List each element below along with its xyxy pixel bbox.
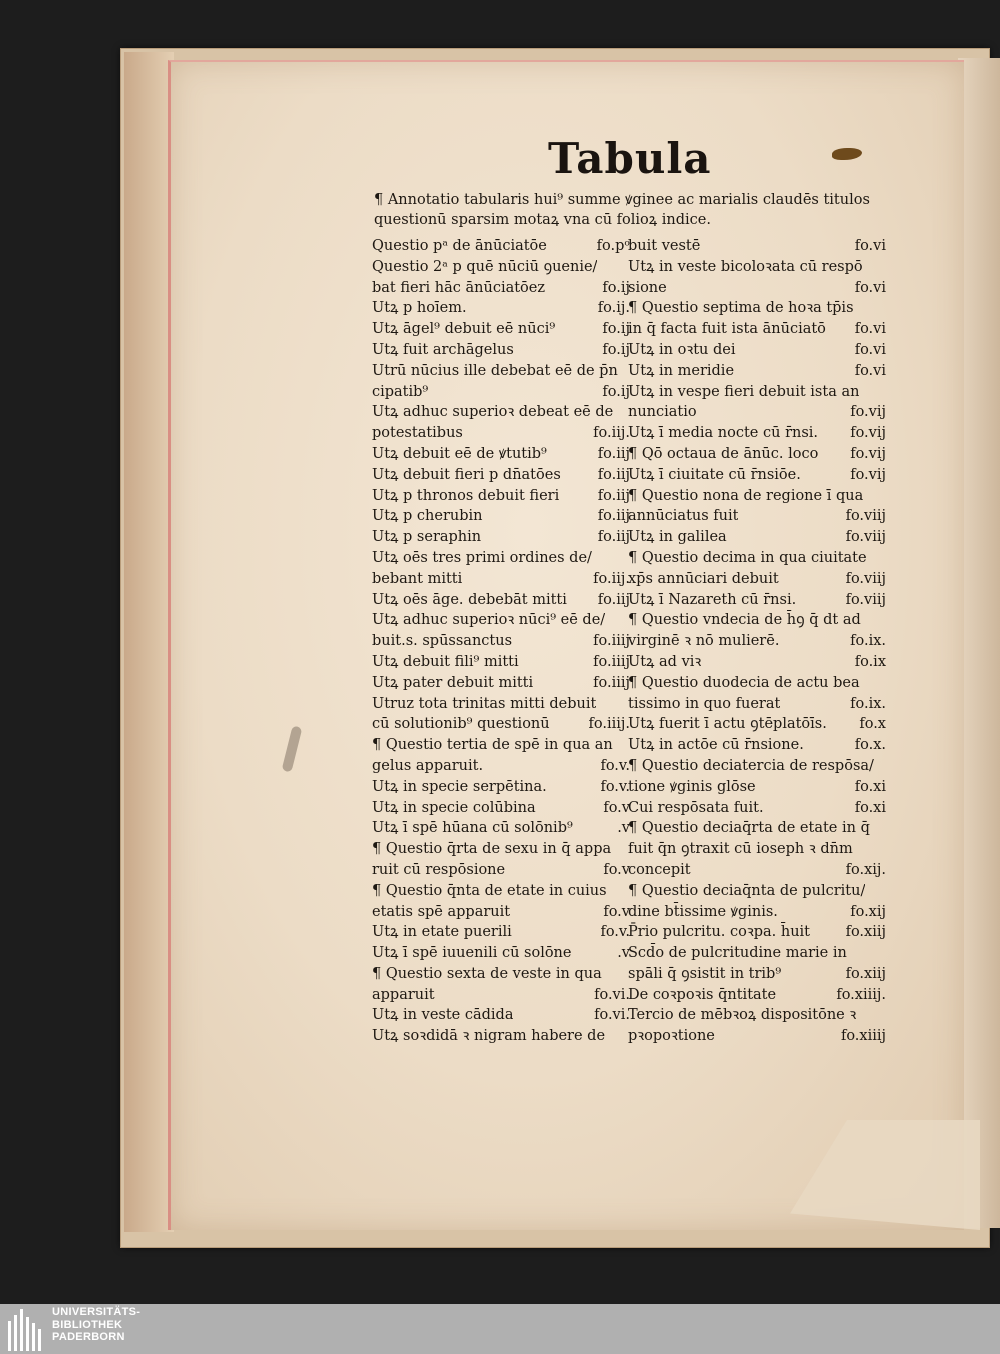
entry-folio: fo.ix.: [850, 633, 886, 650]
entry-text: cū solutionib⁹ questionū: [372, 716, 550, 733]
index-entry: [628, 735, 886, 756]
entry-folio: fo.vi.: [594, 1007, 630, 1024]
index-entry: [628, 569, 886, 590]
entry-text: virginē ꝛ nō mulierē.: [628, 633, 780, 650]
entry-folio: fo.iiij: [593, 674, 630, 691]
entry-folio: fo.ix.: [850, 695, 886, 712]
entry-folio: fo.v: [603, 799, 630, 816]
entry-folio: fo.xij.: [845, 861, 886, 878]
entry-text: Utꝝ ī spē hūana cū solōnib⁹: [372, 820, 573, 837]
entry-folio: [882, 298, 886, 319]
entry-folio: fo.iij: [597, 591, 630, 608]
entry-folio: fo.v: [603, 903, 630, 920]
entry-text: concepit: [628, 861, 691, 878]
entry-folio: fo.viij: [845, 529, 886, 546]
entry-text: ruit cū respōsione: [372, 861, 506, 878]
entry-text: Utruz tota trinitas mitti debuit: [372, 695, 597, 712]
index-entry: [372, 652, 630, 673]
entry-text: gelus apparuit.: [372, 757, 484, 774]
entry-text: Utꝝ fuit archāgelus: [372, 341, 514, 358]
entry-text: dine bt̄issime ꝟginis.: [628, 903, 778, 920]
entry-folio: fo.vi.: [594, 986, 630, 1003]
index-entry: [628, 902, 886, 923]
entry-folio: fo.iiij: [593, 633, 630, 650]
index-entry: [372, 257, 630, 278]
index-entry: [628, 423, 886, 444]
logo-line-2: BIBLIOTHEK: [52, 1318, 123, 1331]
entry-folio: fo.viij: [845, 508, 886, 525]
index-entry: [372, 402, 630, 423]
index-entry: [628, 777, 886, 798]
entry-text: potestatibus: [372, 425, 463, 442]
entry-text: Scd̄o de pulcritudine marie in: [628, 945, 847, 962]
index-entry: [628, 506, 886, 527]
index-entry: [372, 798, 630, 819]
index-entry: [628, 818, 886, 839]
index-entry: [372, 423, 630, 444]
entry-folio: [882, 673, 886, 694]
index-entry: [628, 798, 886, 819]
index-entry: [372, 340, 630, 361]
index-entry: [372, 569, 630, 590]
entry-folio: [882, 818, 886, 839]
index-entry: [372, 361, 630, 382]
entry-text: Utꝝ in specie colūbina: [372, 799, 536, 816]
index-entry: [628, 278, 886, 299]
entry-text: Utꝝ ī ciuitate cū r̄nsiōe.: [628, 466, 801, 483]
entry-folio: fo.iij: [597, 466, 630, 483]
entry-folio: fo.vi: [854, 279, 886, 296]
entry-folio: fo.v: [603, 861, 630, 878]
entry-folio: fo.iij.: [593, 425, 630, 442]
entry-text: Utꝝ adhuc superioꝛ debeat eē de: [372, 404, 614, 421]
entry-text: annūciatus fuit: [628, 508, 739, 525]
entry-text: apparuit: [372, 986, 435, 1003]
index-entry: [372, 278, 630, 299]
entry-text: Utꝝ ad viꝛ: [628, 653, 702, 670]
entry-folio: fo.iij: [597, 445, 630, 462]
entry-folio: fo.v.: [600, 757, 630, 774]
index-entry: [628, 486, 886, 507]
index-entry: [628, 631, 886, 652]
entry-text: Tercio de mēbꝛoꝝ dispositōne ꝛ: [628, 1007, 857, 1024]
index-entry: [628, 298, 886, 319]
index-entry: [628, 985, 886, 1006]
entry-text: bebant mitti: [372, 570, 463, 587]
entry-folio: fo.ij: [602, 279, 630, 296]
entry-text: ¶ Questio deciaq̄nta de pulcritu/: [628, 882, 866, 899]
index-entry: [372, 777, 630, 798]
index-entry: [628, 236, 886, 257]
entry-folio: [882, 257, 886, 278]
entry-text: nunciatio: [628, 404, 697, 421]
entry-text: pꝛopoꝛtione: [628, 1028, 715, 1045]
facing-page-edge: [958, 58, 1000, 1228]
index-entry: [628, 881, 886, 902]
index-entry: [628, 860, 886, 881]
entry-folio: [882, 610, 886, 631]
entry-text: ¶ Questio sexta de veste in qua: [372, 965, 602, 982]
library-logo-icon: [6, 1307, 46, 1351]
entry-folio: fo.vi: [854, 238, 886, 254]
index-entry: [372, 548, 630, 569]
entry-folio: fo.xij: [850, 903, 886, 920]
entry-text: Utꝝ fuerit ī actu ꝯtēplatōīs.: [628, 716, 827, 733]
index-entry: [372, 319, 630, 340]
entry-text: Utꝝ in meridie: [628, 362, 735, 379]
entry-folio: fo.xi: [854, 799, 886, 816]
entry-text: Utꝝ debuit eē de ꝟtutib⁹: [372, 445, 547, 462]
library-logo-text: [52, 1306, 140, 1344]
index-entry: [628, 652, 886, 673]
entry-text: ¶ Questio q̄rta de sexu in q̄ appa: [372, 841, 612, 858]
entry-text: buit.s. spūssanctus: [372, 633, 513, 650]
index-entry: [628, 402, 886, 423]
entry-text: ¶ Questio tertia de spē in qua an: [372, 737, 613, 754]
entry-text: ¶ Questio duodecia de actu bea: [628, 674, 860, 691]
entry-text: Utꝝ oēs tres primi ordines de/: [372, 549, 592, 566]
logo-line-1: UNIVERSITÄTS-: [52, 1306, 141, 1318]
entry-text: Utꝝ debuit fili⁹ mitti: [372, 653, 519, 670]
entry-text: ¶ Questio septima de hoꝛa tp̄is: [628, 300, 854, 317]
entry-folio: fo.iij: [597, 529, 630, 546]
entry-folio: fo.iij: [597, 508, 630, 525]
index-entry: [372, 610, 630, 631]
entry-text: Utꝝ in vespe fieri debuit ista an: [628, 383, 860, 400]
entry-text: ¶ Qō octaua de ānūc. loco: [628, 445, 819, 462]
index-column-right: [628, 236, 886, 1047]
index-entry: [628, 590, 886, 611]
entry-folio: fo.ij: [602, 321, 630, 338]
entry-folio: fo.viij: [845, 570, 886, 587]
index-entry: [372, 694, 630, 715]
entry-text: De coꝛpoꝛis q̄ntitate: [628, 986, 777, 1003]
entry-text: ¶ Questio nona de regione ī qua: [628, 487, 864, 504]
entry-folio: fo.vi: [854, 321, 886, 338]
entry-folio: fo.xi: [854, 778, 886, 795]
entry-text: cipatib⁹: [372, 383, 429, 400]
entry-folio: [882, 839, 886, 860]
entry-text: ¶ Questio vndecia de h̄ꝯ q̄ dt ad: [628, 612, 861, 629]
index-entry: [372, 382, 630, 403]
index-entry: [628, 943, 886, 964]
entry-text: Cui respōsata fuit.: [628, 799, 764, 816]
entry-text: Questio pᵃ de ānūciatōe: [372, 238, 547, 254]
index-entry: [628, 361, 886, 382]
entry-folio: [882, 943, 886, 964]
entry-text: ¶ Questio deciaq̄rta de etate in q̄: [628, 820, 870, 837]
entry-folio: fo.viij: [845, 591, 886, 608]
index-entry: [372, 506, 630, 527]
index-entry: [372, 818, 630, 839]
entry-folio: fo.ij: [602, 341, 630, 358]
entry-text: Utꝝ p cherubin: [372, 508, 483, 525]
entry-folio: [882, 382, 886, 403]
index-entry: [372, 943, 630, 964]
index-entry: [372, 839, 630, 860]
library-footer-bar: [0, 1304, 1000, 1354]
entry-folio: fo.pᵒ: [596, 238, 630, 254]
index-entry: [372, 673, 630, 694]
entry-text: Utꝝ p seraphin: [372, 529, 482, 546]
entry-text: Utꝝ ī spē iuuenili cū solōne: [372, 945, 572, 962]
entry-folio: .v: [617, 945, 630, 962]
entry-text: bat fieri hāc ānūciatōez: [372, 279, 546, 296]
entry-folio: fo.ij.: [597, 300, 630, 317]
index-entry: [628, 319, 886, 340]
entry-text: Utꝝ pater debuit mitti: [372, 674, 534, 691]
entry-text: Utꝝ in specie serpētina.: [372, 778, 547, 795]
entry-folio: fo.xiiij: [840, 1028, 886, 1045]
entry-text: Utꝝ oēs āge. debebāt mitti: [372, 591, 567, 608]
index-entry: [372, 756, 630, 777]
index-entry: [372, 902, 630, 923]
entry-folio: fo.vij: [850, 466, 886, 483]
index-entry: [628, 714, 886, 735]
entry-folio: fo.x.: [854, 737, 886, 754]
entry-folio: fo.xiij: [845, 924, 886, 941]
index-entry: [628, 382, 886, 403]
entry-folio: fo.vij: [850, 404, 886, 421]
index-entry: [372, 631, 630, 652]
book-cover-edge: [124, 52, 174, 1232]
entry-folio: fo.xiiij.: [836, 986, 886, 1003]
entry-text: buit vestē: [628, 238, 701, 254]
index-entry: [628, 673, 886, 694]
entry-text: ¶ Questio q̄nta de etate in cuius: [372, 882, 607, 899]
entry-text: Utꝝ debuit fieri p dn̄atōes: [372, 466, 561, 483]
entry-folio: fo.vi: [854, 341, 886, 358]
entry-text: tione ꝟginis glōse: [628, 778, 756, 795]
index-entry: [372, 881, 630, 902]
index-entry: [628, 465, 886, 486]
entry-text: sione: [628, 279, 667, 296]
index-entry: [372, 465, 630, 486]
entry-text: Utꝝ p hoīem.: [372, 300, 467, 317]
index-entry: [372, 985, 630, 1006]
entry-folio: [882, 881, 886, 902]
index-entry: [372, 486, 630, 507]
index-entry: [372, 236, 630, 257]
intro-paragraph: ¶ Annotatio tabularis hui⁹ summe ꝟginee ac marialis claudēs titulos questionū sparsim motaꝝ vna cū folioꝝ indice.: [374, 192, 870, 228]
entry-text: etatis spē apparuit: [372, 903, 511, 920]
entry-text: Utꝝ ī media nocte cū r̄nsi.: [628, 425, 819, 442]
entry-text: Utrū nūcius ille debebat eē de p̄n: [372, 362, 618, 379]
entry-folio: fo.ix: [854, 653, 886, 670]
index-entry: [372, 860, 630, 881]
index-entry: [628, 527, 886, 548]
index-entry: [628, 548, 886, 569]
entry-folio: [882, 486, 886, 507]
index-entry: [628, 964, 886, 985]
entry-text: in q̄ facta fuit ista ānūciatō: [628, 321, 826, 338]
entry-folio: [882, 756, 886, 777]
index-entry: [372, 527, 630, 548]
index-entry: [628, 340, 886, 361]
entry-text: Utꝝ adhuc superioꝛ nūci⁹ eē de/: [372, 612, 606, 629]
entry-folio: fo.xiij: [845, 965, 886, 982]
index-entry: [628, 922, 886, 943]
index-entry: [372, 735, 630, 756]
entry-text: tissimo in quo fuerat: [628, 695, 781, 712]
entry-text: Utꝝ āgel⁹ debuit eē nūci⁹: [372, 321, 556, 338]
entry-text: spāli q̄ ꝯsistit in trib⁹: [628, 965, 782, 982]
entry-text: Utꝝ p thronos debuit fieri: [372, 487, 560, 504]
entry-folio: fo.vij: [850, 445, 886, 462]
entry-folio: fo.vij: [850, 425, 886, 442]
index-entry: [372, 714, 630, 735]
entry-text: ¶ Questio decima in qua ciuitate: [628, 549, 867, 566]
entry-folio: [882, 548, 886, 569]
entry-text: P̄rio pulcritu. coꝛpa. h̄uit: [628, 924, 811, 941]
entry-text: xp̄s annūciari debuit: [628, 570, 779, 587]
page-title: Tabula: [548, 134, 712, 183]
index-entry: [628, 257, 886, 278]
index-entry: [372, 1005, 630, 1026]
entry-text: Utꝝ in veste bicoloꝛata cū respō: [628, 258, 863, 275]
entry-folio: fo.iiij.: [588, 716, 630, 733]
index-entry: [628, 444, 886, 465]
entry-folio: fo.iij.: [593, 570, 630, 587]
entry-text: Utꝝ in oꝛtu dei: [628, 341, 736, 358]
entry-text: fuit q̄n ꝯtraxit cū ioseph ꝛ dn̄m: [628, 841, 853, 858]
index-entry: [372, 922, 630, 943]
index-entry: [628, 1005, 886, 1026]
entry-text: Utꝝ in galilea: [628, 529, 727, 546]
entry-text: Questio 2ᵃ p quē nūciū ꝯuenie/: [372, 258, 598, 275]
index-entry: [372, 590, 630, 611]
index-entry: [372, 298, 630, 319]
entry-folio: fo.ij: [602, 383, 630, 400]
index-entry: [628, 839, 886, 860]
index-entry: [372, 444, 630, 465]
index-entry: [628, 694, 886, 715]
entry-text: Utꝝ soꝛdidā ꝛ nigram habere de: [372, 1028, 606, 1045]
entry-folio: fo.v.: [600, 924, 630, 941]
entry-folio: fo.v.: [600, 778, 630, 795]
entry-text: Utꝝ ī Nazareth cū r̄nsi.: [628, 591, 797, 608]
index-entry: [628, 1026, 886, 1047]
entry-text: Utꝝ in actōe cū r̄nsione.: [628, 737, 804, 754]
entry-folio: fo.x: [859, 716, 886, 733]
entry-text: Utꝝ in veste cādida: [372, 1007, 514, 1024]
entry-folio: .v: [617, 820, 630, 837]
index-entry: [372, 964, 630, 985]
entry-text: ¶ Questio deciatercia de respōsa/: [628, 757, 874, 774]
entry-text: Utꝝ in etate puerili: [372, 924, 512, 941]
entry-folio: fo.vi: [854, 362, 886, 379]
logo-line-3: PADERBORN: [52, 1331, 125, 1343]
index-column-left: [372, 236, 630, 1047]
entry-folio: fo.iiij: [593, 653, 630, 670]
index-entry: [372, 1026, 630, 1047]
entry-folio: [882, 1005, 886, 1026]
index-entry: [628, 756, 886, 777]
entry-folio: fo.iij: [597, 487, 630, 504]
index-entry: [628, 610, 886, 631]
